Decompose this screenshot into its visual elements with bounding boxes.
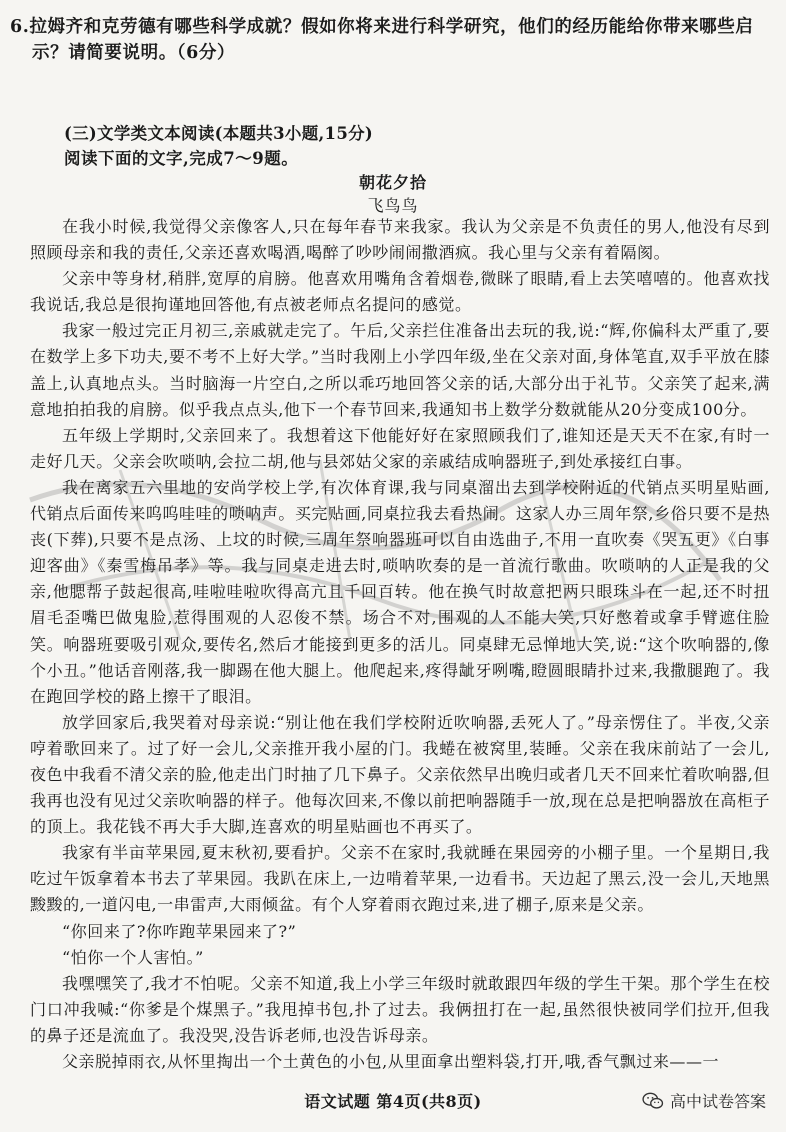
question-6-line-2: 示？请简要说明。（6分） bbox=[32, 43, 236, 63]
paragraph: 五年级上学期时,父亲回来了。我想着这下他能好好在家照顾我们了,谁知还是天天不在家,有时一走好几天。父亲会吹唢呐,会拉二胡,他与县郊姑父家的亲戚结成响器班子,到处承接红白事。 bbox=[30, 425, 770, 471]
paragraph: 我嘿嘿笑了,我才不怕呢。父亲不知道,我上小学三年级时就敢跟四年级的学生干架。那个学生在校门口冲我喊:“你爹是个煤黑子。”我甩掉书包,扑了过去。我俩扭打在一起,虽然很快被同学们拉开,但我的鼻子还是流血了。我没哭,没告诉老师,也没告诉母亲。 bbox=[30, 973, 770, 1045]
page-footer: 语文试题 第4页(共8页) bbox=[304, 1092, 482, 1111]
watermark-text: 高中试卷答案 bbox=[669, 1092, 766, 1111]
paragraph: 我家有半亩苹果园,夏末秋初,要看护。父亲不在家时,我就睡在果园旁的小棚子里。一个星期日,我吃过午饭拿着本书去了苹果园。我趴在床上,一边啃着苹果,一边看书。天边起了黑云,没一会儿,天地黑黢黢的,一道闪电,一串雷声,大雨倾盆。有个人穿着雨衣跑过来,进了棚子,原来是父亲。 bbox=[30, 843, 770, 915]
question-6-line-1: 6.拉姆齐和克劳德有哪些科学成就？假如你将来进行科学研究，他们的经历能给你带来哪些启 bbox=[10, 17, 754, 37]
paragraph: 我家一般过完正月初三,亲戚就走完了。午后,父亲拦住准备出去玩的我,说:“辉,你偏科太严重了,要在数学上多下功夫,要不考不上好大学。”当时我刚上小学四年级,坐在父亲对面,身体笔直,双手平放在膝盖上,认真地点头。当时脑海一片空白,之所以乖巧地回答父亲的话,大部分出于礼节。父亲笑了起来,满意地拍拍我的肩膀。似乎我点点头,他下一个春节回来,我通知书上数学分数就能从20分变成100分。 bbox=[30, 321, 770, 419]
paragraph: 父亲中等身材,稍胖,宽厚的肩膀。他喜欢用嘴角含着烟卷,微眯了眼睛,看上去笑嘻嘻的。他喜欢找我说话,我总是很拘谨地回答他,有点被老师点名提问的感觉。 bbox=[30, 269, 770, 315]
paragraph: 在我小时候,我觉得父亲像客人,只在每年春节来我家。我认为父亲是不负责任的男人,他没有尽到照顾母亲和我的责任,父亲还喜欢喝酒,喝醉了吵吵闹闹撒酒疯。我心里与父亲有着隔阂。 bbox=[30, 217, 770, 263]
section-instruction: 阅读下面的文字,完成7～9题。 bbox=[64, 149, 299, 168]
paragraph: 父亲脱掉雨衣,从怀里掏出一个土黄色的小包,从里面拿出塑料袋,打开,哦,香气飘过来——一 bbox=[62, 1052, 720, 1071]
wechat-icon bbox=[642, 1092, 664, 1110]
article-title: 朝花夕拾 bbox=[358, 173, 427, 192]
article-author: 飞鸟鸟 bbox=[367, 196, 419, 215]
question-6 bbox=[10, 14, 776, 66]
paragraph: “怕你一个人害怕。” bbox=[62, 947, 204, 967]
paragraph: 我在离家五六里地的安尚学校上学,有次体育课,我与同桌溜出去到学校附近的代销点买明星贴画,代销点后面传来呜呜哇哇的唢呐声。买完贴画,同桌拉我去看热闹。这家人办三周年祭,乡俗只要不是热丧(下葬),只要不是点汤、上坟的时候,三周年祭响器班可以自由选曲子,不用一直吹奏《哭五更》《白事迎客曲》《秦雪梅吊孝》等。我与同桌走进去时,唢呐吹奏的是一首流行歌曲。吹唢呐的人正是我的父亲,他腮帮子鼓起很高,哇啦哇啦吹得高亢且千回百转。他在换气时故意把两只眼珠斗在一起,还不时扭眉毛歪嘴巴做鬼脸,惹得围观的人忍俊不禁。场合不对,围观的人不能大笑,只好憋着或拿手臂遮住脸笑。响器班要吸引观众,要传名,然后才能接到更多的活儿。同桌肆无忌惮地大笑,说:“这个吹响器的,像个小丑。”他话音刚落,我一脚踢在他大腿上。他爬起来,疼得龇牙咧嘴,瞪圆眼睛扑过来,我撒腿跑了。我在跑回学校的路上擦干了眼泪。 bbox=[30, 477, 770, 706]
section-header: (三)文学类文本阅读(本题共3小题,15分) bbox=[64, 124, 374, 143]
article-body bbox=[30, 214, 770, 1075]
paragraph: “你回来了?你咋跑苹果园来了?” bbox=[62, 921, 297, 941]
watermark bbox=[642, 1089, 766, 1112]
paragraph: 放学回家后,我哭着对母亲说:“别让他在我们学校附近吹响器,丢死人了。”母亲愣住了。半夜,父亲哼着歌回来了。过了好一会儿,父亲推开我小屋的门。我蜷在被窝里,装睡。父亲在我床前站了一会儿,夜色中我看不清父亲的脸,他走出门时抽了几下鼻子。父亲依然早出晚归或者几天不回来忙着吹响器,但我再也没有见过父亲吹响器的样子。他每次回来,不像以前把响器随手一放,现在总是把响器放在高柜子的顶上。我花钱不再大手大脚,连喜欢的明星贴画也不再买了。 bbox=[30, 712, 770, 837]
